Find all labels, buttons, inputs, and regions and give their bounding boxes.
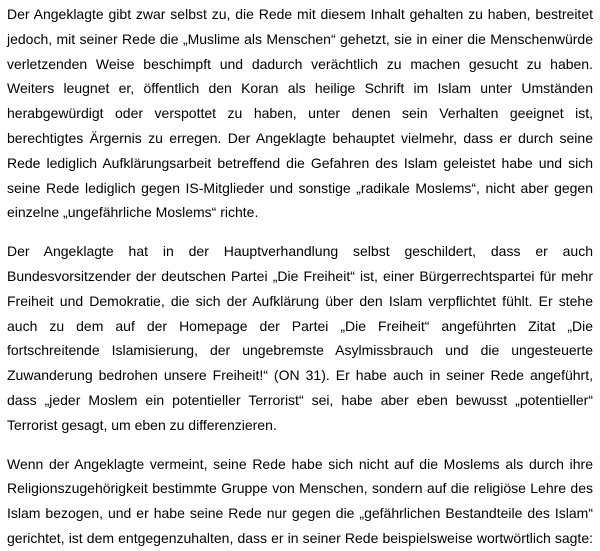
text-line: Terrorist gesagt, um eben zu differenzieren.	[7, 416, 277, 433]
text-line: seine Rede lediglich gegen IS-Mitglieder und sonstige „radikale Moslems“, nicht aber gegen	[7, 179, 593, 196]
text-line: fortschreitende Islamisierung, der ungebremste Asylmissbrauch und die ungesteuerte	[7, 342, 593, 359]
text-line: Wenn der Angeklagte vermeint, seine Rede habe sich nicht auf die Moslems als durch ihre	[7, 455, 593, 472]
text-line: Rede lediglich Aufklärungsarbeit betreffend die Gefahren des Islam geleistet habe und sich	[7, 154, 593, 171]
text-line: Weiters leugnet er, öffentlich den Koran als heilige Schrift im Islam unter Umständen	[7, 80, 593, 97]
paragraph-1	[7, 2, 593, 225]
paragraph-2	[7, 239, 593, 437]
text-line: Bundesvorsitzender der deutschen Partei „Die Freiheit“ ist, einer Bürgerrechtspartei für mehr	[7, 267, 593, 284]
text-line: einzelne „ungefährliche Moslems“ richte.	[7, 204, 259, 221]
text-line: Islam bezogen, und er habe seine Rede nur gegen die „gefährlichen Bestandteile des Islam“	[7, 505, 593, 522]
text-line: berechtigtes Ärgernis zu erregen. Der Angeklagte behauptet vielmehr, dass er durch seine	[7, 129, 593, 146]
text-line: Zuwanderung bedrohen unsere Freiheit!“ (ON 31). Er habe auch in seiner Rede angeführt,	[7, 367, 593, 384]
text-line: Religionszugehörigkeit bestimmte Gruppe von Menschen, sondern auf die religiöse Lehre des	[7, 480, 593, 497]
text-line: dass „jeder Moslem ein potentieller Terrorist“ sei, habe aber eben bewusst „potentieller“	[7, 391, 593, 408]
text-line: auch zu dem auf der Homepage der Partei „Die Freiheit“ angeführten Zitat „Die	[7, 317, 593, 334]
text-line: gerichtet, ist dem entgegenzuhalten, dass er in seiner Rede beispielsweise wortwörtlich sagte:	[7, 529, 593, 546]
text-line: verletzenden Weise beschimpft und dadurch verächtlich zu machen gesucht zu haben.	[7, 55, 593, 72]
text-line: Der Angeklagte gibt zwar selbst zu, die Rede mit diesem Inhalt gehalten zu haben, bestreitet	[7, 6, 593, 22]
text-line: jedoch, mit seiner Rede die „Muslime als Menschen“ gehetzt, sie in einer die Menschenwürde	[7, 30, 593, 47]
text-line: Der Angeklagte hat in der Hauptverhandlung selbst geschildert, dass er auch	[7, 243, 593, 260]
text-line: Freiheit und Demokratie, die sich der Aufklärung über den Islam verpflichtet fühlt. Er stehe	[7, 292, 593, 309]
text-line: herabgewürdigt oder verspottet zu haben, unter denen sein Verhalten geeignet ist,	[7, 105, 593, 122]
paragraph-3	[7, 452, 593, 551]
